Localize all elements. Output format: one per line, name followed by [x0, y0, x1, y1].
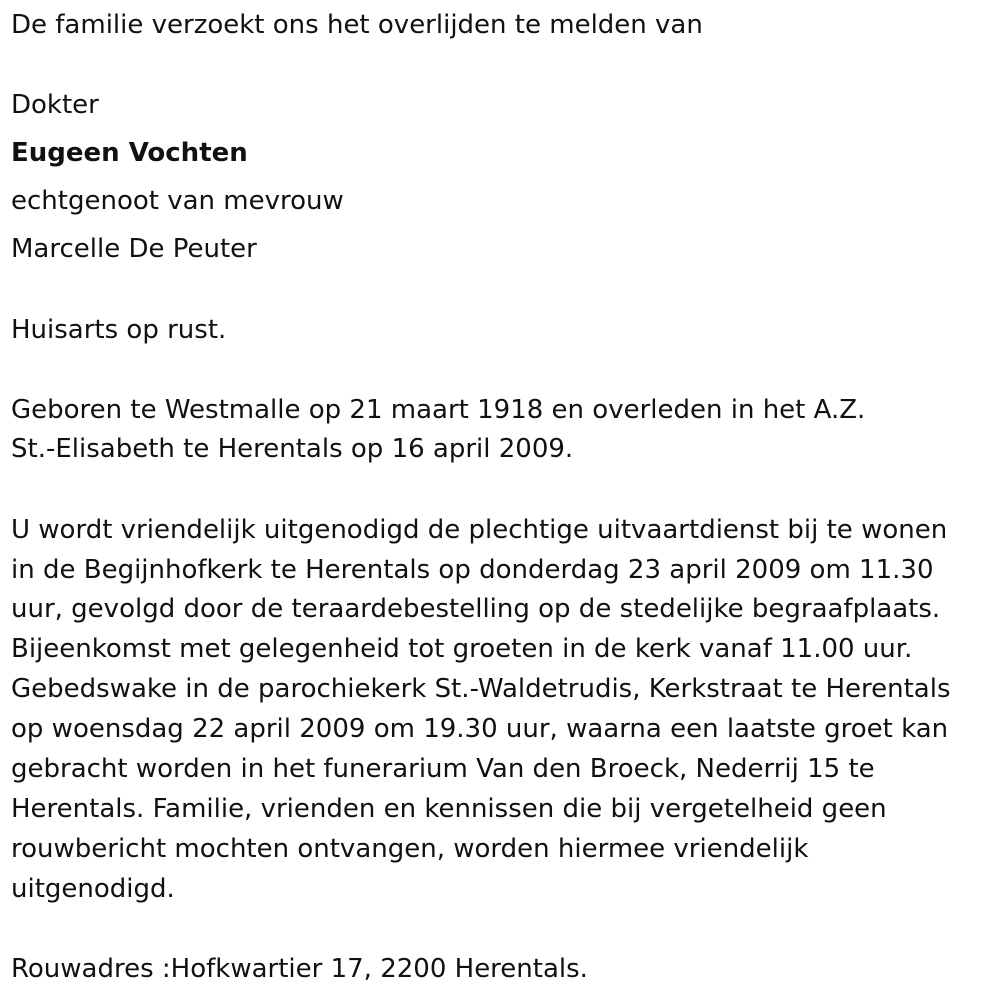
deceased-name: Eugeen Vochten [11, 138, 248, 168]
birth-death-line: St.-Elisabeth te Herentals op 16 april 2009. [11, 434, 574, 464]
ceremony-line: in de Begijnhofkerk te Herentals op donderdag 23 april 2009 om 11.30 [11, 555, 934, 585]
spouse-name: Marcelle De Peuter [11, 234, 257, 264]
ceremony-line: gebracht worden in het funerarium Van den Broeck, Nederrij 15 te [11, 754, 875, 784]
ceremony-line: Herentals. Familie, vrienden en kennissen die bij vergetelheid geen [11, 794, 887, 824]
ceremony-line: Gebedswake in de parochiekerk St.-Waldetrudis, Kerkstraat te Herentals [11, 674, 951, 704]
ceremony-line: uitgenodigd. [11, 874, 175, 904]
birth-death-line: Geboren te Westmalle op 21 maart 1918 en overleden in het A.Z. [11, 395, 866, 425]
spouse-label: echtgenoot van mevrouw [11, 186, 344, 216]
ceremony-line: uur, gevolgd door de teraardebestelling op de stedelijke begraafplaats. [11, 594, 941, 624]
ceremony-line: rouwbericht mochten ontvangen, worden hiermee vriendelijk [11, 834, 809, 864]
title-text: Dokter [11, 90, 99, 120]
ceremony-line: op woensdag 22 april 2009 om 19.30 uur, waarna een laatste groet kan [11, 714, 949, 744]
intro-text: De familie verzoekt ons het overlijden te melden van [11, 10, 703, 40]
ceremony-line: Bijeenkomst met gelegenheid tot groeten in de kerk vanaf 11.00 uur. [11, 634, 913, 664]
address-text: Rouwadres :Hofkwartier 17, 2200 Herentals. [11, 954, 588, 984]
ceremony-line: U wordt vriendelijk uitgenodigd de plechtige uitvaartdienst bij te wonen [11, 515, 948, 545]
profession-text: Huisarts op rust. [11, 315, 227, 345]
